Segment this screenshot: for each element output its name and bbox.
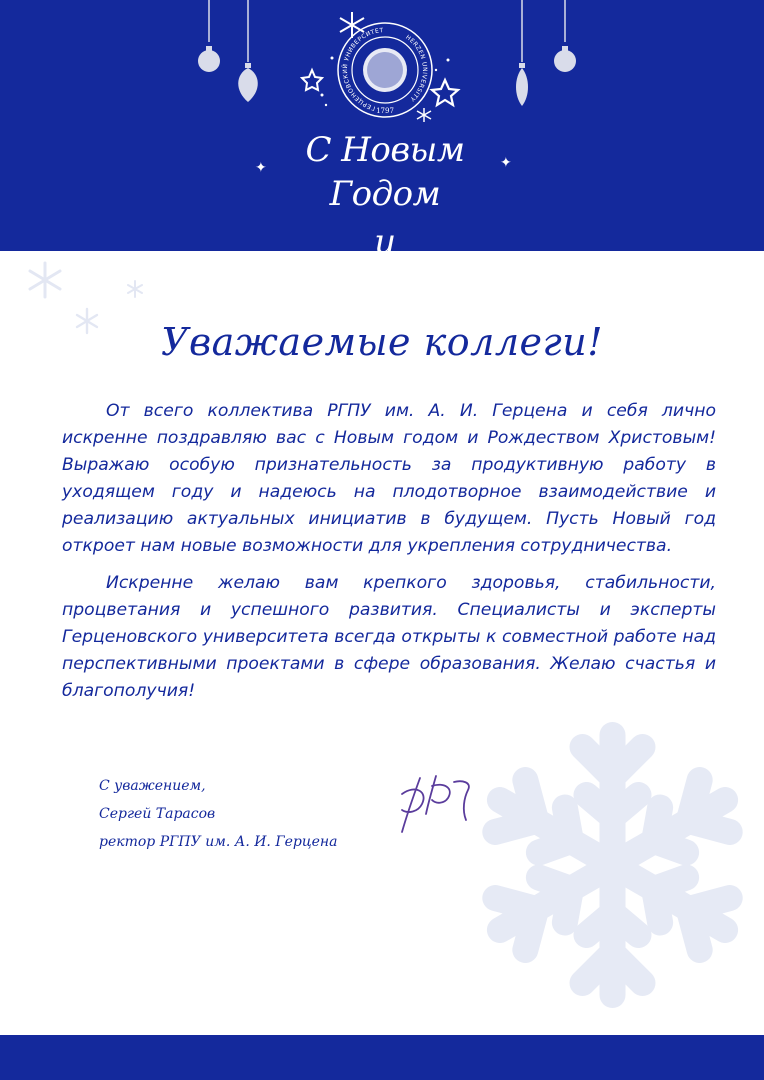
signer-position: ректор РГПУ им. А. И. Герцена xyxy=(99,834,338,850)
signoff-block xyxy=(99,772,337,856)
large-snowflake-decoration xyxy=(480,715,745,1015)
sparkle-icon: ✦ xyxy=(500,155,512,171)
seal-ring-text-right: HERZEN UNIVERSITY xyxy=(404,33,429,103)
ornament-ball-icon xyxy=(198,50,220,72)
star-icon xyxy=(432,80,458,105)
greeting-line-2: и Рождеством! xyxy=(259,222,511,306)
ornament-teardrop-icon xyxy=(238,68,258,102)
seal-ring-text-left: ГЕРЦЕНОВСКИЙ УНИВЕРСИТЕТ xyxy=(341,26,384,112)
footer-band xyxy=(0,1035,764,1080)
header-banner xyxy=(0,0,764,306)
university-seal xyxy=(335,20,435,120)
ornament-ball-icon xyxy=(554,50,576,72)
letter-heading: Уважаемые коллеги! xyxy=(161,320,603,364)
letter-body xyxy=(62,398,716,715)
signer-name: Сергей Тарасов xyxy=(99,806,216,822)
snowflake-icon xyxy=(30,263,60,297)
star-icon xyxy=(302,70,322,90)
handwritten-signature xyxy=(392,770,482,840)
letter-paragraph-1: От всего коллектива РГПУ им. А. И. Герцена и себя лично искренне поздравляю вас с Новым годом и Рождеством Христовым! Выражаю особую признательность за продуктивную работу в уходящем году и надеюсь на плодотворное взаимодействие и реализацию актуальных инициатив в будущем. Пусть Новый год откроет нам новые возможности для укрепления сотрудничества. xyxy=(62,401,716,556)
ornament-drop-icon xyxy=(516,68,528,106)
seal-year: 1797 xyxy=(376,107,394,115)
snowflake-icon xyxy=(128,281,142,297)
greeting-line-1: С Новым Годом xyxy=(305,130,465,214)
sparkle-icon: ✦ xyxy=(255,160,267,176)
letter-paragraph-2: Искренне желаю вам крепкого здоровья, стабильности, процветания и успешного развития. Специалисты и эксперты Герценовского университета всегда открыты к совместной работе над перспективными проектами в сфере образования. Желаю счастья и благополучия! xyxy=(62,573,716,701)
closing-text: С уважением, xyxy=(99,778,206,794)
holiday-greeting-title xyxy=(250,128,520,308)
